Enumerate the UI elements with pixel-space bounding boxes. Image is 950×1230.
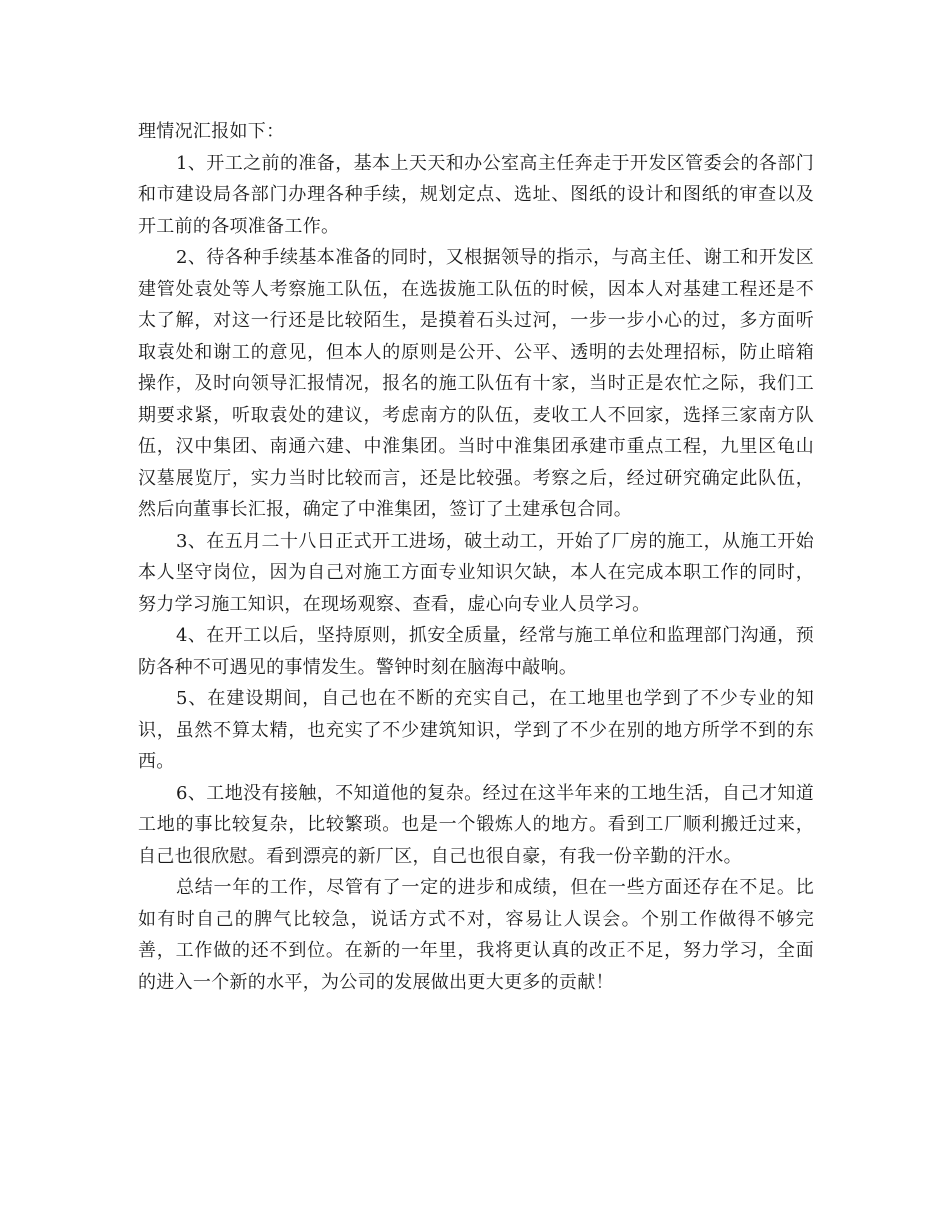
paragraph-item-4: 4、在开工以后，坚持原则，抓安全质量，经常与施工单位和监理部门沟通，预防各种不可遇见的事情发生。警钟时刻在脑海中敲响。	[138, 625, 814, 678]
paragraph-summary: 总结一年的工作，尽管有了一定的进步和成绩，但在一些方面还存在不足。比如有时自己的脾气比较急，说话方式不对，容易让人误会。个别工作做得不够完善，工作做的还不到位。在新的一年里，我将更认真的改正不足，努力学习，全面的进入一个新的水平，为公司的发展做出更大更多的贡献！	[138, 877, 814, 993]
paragraph-item-5: 5、在建设期间，自己也在不断的充实自己，在工地里也学到了不少专业的知识，虽然不算太精，也充实了不少建筑知识，学到了不少在别的地方所学不到的东西。	[138, 688, 814, 772]
paragraph-intro: 理情况汇报如下：	[138, 121, 285, 142]
paragraph-item-2: 2、待各种手续基本准备的同时，又根据领导的指示，与高主任、谢工和开发区建管处袁处等人考察施工队伍，在选拔施工队伍的时候，因本人对基建工程还是不太了解，对这一行还是比较陌生，是摸着石头过河，一步一步小心的过，多方面听取袁处和谢工的意见，但本人的原则是公开、公平、透明的去处理招标，防止暗箱操作，及时向领导汇报情况，报名的施工队伍有十家，当时正是农忙之际，我们工期要求紧，听取袁处的建议，考虑南方的队伍，麦收工人不回家，选择三家南方队伍，汉中集团、南通六建、中淮集团。当时中淮集团承建市重点工程，九里区龟山汉墓展览厅，实力当时比较而言，还是比较强。考察之后，经过研究确定此队伍，然后向董事长汇报，确定了中淮集团，签订了土建承包合同。	[138, 247, 814, 520]
paragraph-item-6: 6、工地没有接触，不知道他的复杂。经过在这半年来的工地生活，自己才知道工地的事比较复杂，比较繁琐。也是一个锻炼人的地方。看到工厂顺利搬迁过来，自己也很欣慰。看到漂亮的新厂区，自己也很自豪，有我一份辛勤的汗水。	[138, 782, 814, 867]
paragraph-item-1: 1、开工之前的准备，基本上天天和办公室高主任奔走于开发区管委会的各部门和市建设局各部门办理各种手续，规划定点、选址、图纸的设计和图纸的审查以及开工前的各项准备工作。	[138, 152, 814, 237]
document-body	[138, 116, 814, 998]
paragraph-item-3: 3、在五月二十八日正式开工进场，破土动工，开始了厂房的施工，从施工开始本人坚守岗位，因为自己对施工方面专业知识欠缺，本人在完成本职工作的同时，努力学习施工知识，在现场观察、查看，虚心向专业人员学习。	[138, 530, 814, 615]
